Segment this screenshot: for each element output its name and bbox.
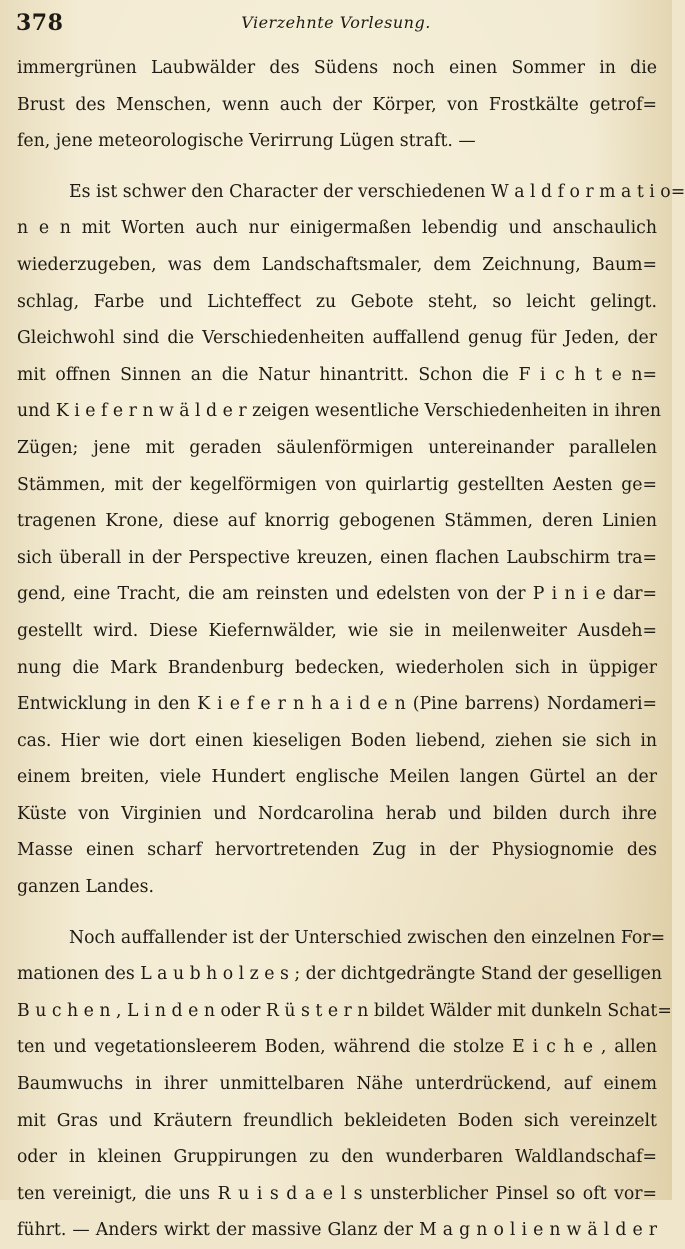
running-head bbox=[0, 0, 672, 42]
text-line: Zügen; jene mit geraden säulenförmigen untereinander parallelen bbox=[17, 437, 657, 458]
text-line: Es ist schwer den Character der verschiedenen W a l d f o r m a t i o= bbox=[69, 181, 685, 202]
text-line: Brust des Menschen, wenn auch der Körper, von Frostkälte getrof= bbox=[17, 94, 657, 115]
text-line: cas. Hier wie dort einen kieseligen Boden liebend, ziehen sie sich in bbox=[17, 730, 657, 751]
text-line: immergrünen Laubwälder des Südens noch einen Sommer in die bbox=[17, 58, 657, 78]
text-line: fen, jene meteorologische Verirrung Lügen straft. — bbox=[17, 131, 476, 152]
text-line: und K i e f e r n w ä l d e r zeigen wesentliche Verschiedenheiten in ihren bbox=[17, 401, 661, 422]
text-line: mit offnen Sinnen an die Natur hinantritt. Schon die F i c h t e n= bbox=[17, 364, 657, 385]
paragraph-gap bbox=[17, 160, 657, 174]
text-line: Masse einen scharf hervortretenden Zug in der Physiognomie des bbox=[17, 840, 657, 861]
text-line: ten und vegetationsleerem Boden, während die stolze E i c h e , allen bbox=[17, 1037, 657, 1058]
text-line: ten vereinigt, die uns R u i s d a e l s unsterblicher Pinsel so oft vor= bbox=[17, 1183, 657, 1204]
text-line: Noch auffallender ist der Unterschied zwischen den einzelnen For= bbox=[69, 927, 666, 948]
text-line: schlag, Farbe und Lichteffect zu Gebote steht, so leicht gelingt. bbox=[17, 291, 657, 312]
text-line: oder in kleinen Gruppirungen zu den wunderbaren Waldlandschaf= bbox=[17, 1147, 657, 1168]
paragraph-gap bbox=[17, 906, 657, 920]
text-line: Gleichwohl sind die Verschiedenheiten auffallend genug für Jeden, der bbox=[17, 328, 657, 349]
text-line: führt. — Anders wirkt der massive Glanz der M a g n o l i e n w ä l d e r bbox=[17, 1220, 657, 1241]
text-line: mationen des L a u b h o l z e s ; der dichtgedrängte Stand der geselligen bbox=[17, 964, 663, 985]
text-line: Küste von Virginien und Nordcarolina herab und bilden durch ihre bbox=[17, 803, 657, 824]
text-line: ganzen Landes. bbox=[17, 877, 155, 898]
text-line: B u c h e n , L i n d e n oder R ü s t e r n bildet Wälder mit dunkeln Schat= bbox=[17, 1000, 672, 1021]
text-line: gestellt wird. Diese Kiefernwälder, wie sie in meilenweiter Ausdeh= bbox=[17, 620, 657, 641]
text-line: n e n mit Worten auch nur einigermaßen lebendig und anschaulich bbox=[17, 218, 657, 239]
text-line: mit Gras und Kräutern freundlich bekleideten Boden sich vereinzelt bbox=[17, 1110, 657, 1131]
body-text bbox=[17, 50, 685, 1249]
running-title: Vierzehnte Vorlesung. bbox=[241, 13, 431, 32]
text-line: sich überall in der Perspective kreuzen, einen flachen Laubschirm tra= bbox=[17, 547, 657, 568]
text-line: Stämmen, mit der kegelförmigen von quirlartig gestellten Aesten ge= bbox=[17, 474, 657, 495]
text-line: tragenen Krone, diese auf knorrig gebogenen Stämmen, deren Linien bbox=[17, 511, 657, 532]
text-line: einem breiten, viele Hundert englische Meilen langen Gürtel an der bbox=[17, 767, 657, 788]
text-line: Entwicklung in den K i e f e r n h a i d e n (Pine barrens) Nordameri= bbox=[17, 694, 657, 715]
text-line: Baumwuchs in ihrer unmittelbaren Nähe unterdrückend, auf einem bbox=[17, 1074, 657, 1095]
text-line: nung die Mark Brandenburg bedecken, wiederholen sich in üppiger bbox=[17, 657, 657, 678]
text-line: gend, eine Tracht, die am reinsten und edelsten von der P i n i e dar= bbox=[17, 584, 657, 605]
page-number: 378 bbox=[16, 10, 64, 36]
text-line: wiederzugeben, was dem Landschaftsmaler, dem Zeichnung, Baum= bbox=[17, 254, 657, 275]
